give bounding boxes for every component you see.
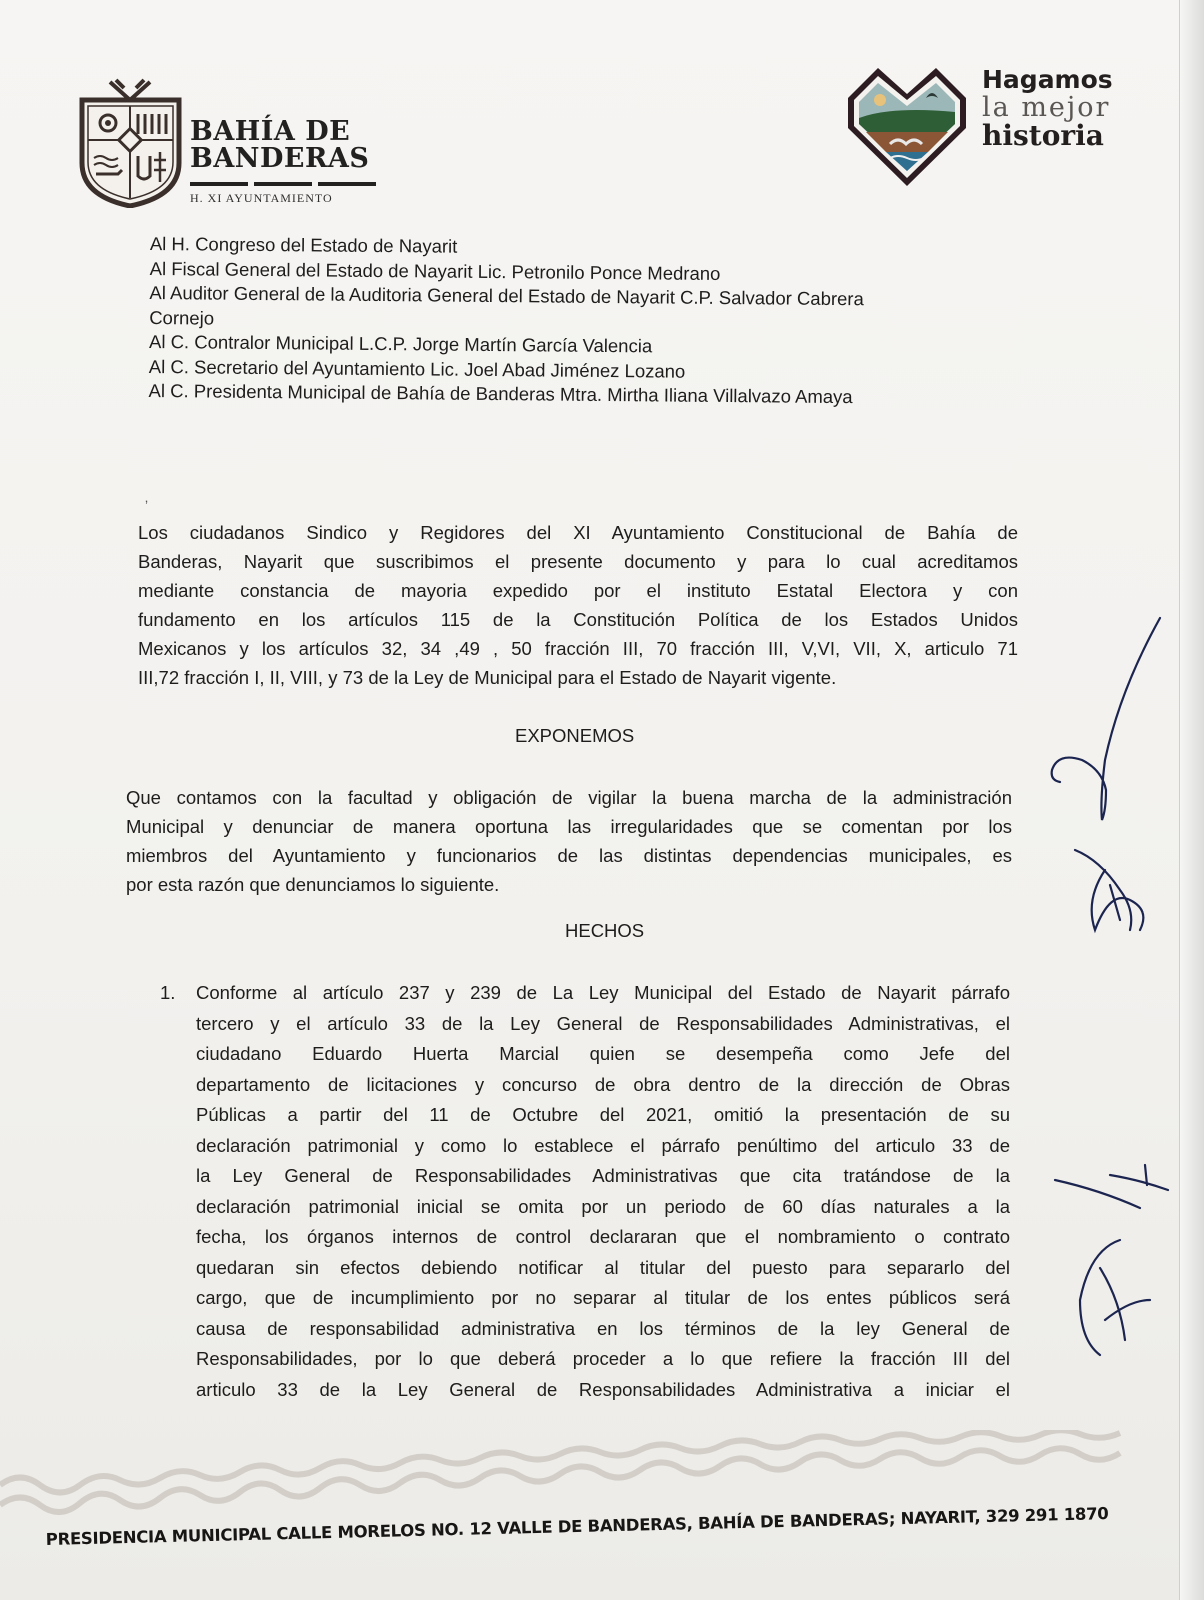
paragraph-line: Los ciudadanos Sindico y Regidores del XI Ayuntamiento Constitucional de Bahía de: [138, 522, 1018, 543]
signature-3: [1055, 1165, 1168, 1208]
addressee-line: Al C. Contralor Municipal L.C.P. Jorge Martín García Valencia: [148, 330, 653, 357]
paragraph-line: Que contamos con la facultad y obligación de vigilar la buena marcha de la administración: [126, 787, 1012, 808]
addressee-line: Al Auditor General de la Auditoria General del Estado de Nayarit C.P. Salvador Cabrera: [149, 281, 864, 310]
item-line: Responsabilidades, por lo que deberá proceder a lo que refiere la fracción III del: [196, 1348, 1010, 1369]
addressee-line: Al Fiscal General del Estado de Nayarit Lic. Petronilo Ponce Medrano: [149, 257, 721, 284]
signature-area: [1010, 600, 1190, 1420]
signature-2: [1075, 850, 1143, 930]
slogan-line3: historia: [982, 119, 1104, 152]
footer-address: PRESIDENCIA MUNICIPAL CALLE MORELOS NO. 12 VALLE DE BANDERAS, BAHÍA DE BANDERAS; NAYARIT, 329 291 1870: [45, 1504, 1109, 1549]
slogan-line1: Hagamos: [982, 65, 1113, 94]
paragraph-line: Mexicanos y los artículos 32, 34 ,49 , 50 fracción III, 70 fracción III, V,VI, VII, X, articulo 71: [138, 638, 1018, 659]
item-line: ciudadano Eduardo Huerta Marcial quien se desempeña como Jefe del: [196, 1043, 1010, 1064]
logo-divider: [190, 182, 378, 186]
item-line: fecha, los órganos internos de control declararan que el nombramiento o contrato: [196, 1226, 1010, 1247]
item-line: Públicas a partir del 11 de Octubre del 2021, omitió la presentación de su: [196, 1104, 1010, 1125]
municipality-logo: [78, 78, 378, 213]
municipality-name-line2: BANDERAS: [190, 143, 370, 174]
campaign-logo: [842, 58, 1142, 193]
signature-1: [1052, 618, 1160, 820]
addressee-line: Al C. Secretario del Ayuntamiento Lic. Joel Abad Jiménez Lozano: [148, 355, 686, 382]
item-line: departamento de licitaciones y concurso de obra dentro de la dirección de Obras: [196, 1073, 1010, 1095]
addressee-list: [149, 232, 1020, 411]
paragraph-line: miembros del Ayuntamiento y funcionarios de las distintas dependencias municipales, es: [126, 845, 1012, 866]
item-line: quedaran sin efectos debiendo notificar al titular del puesto para separarlo del: [196, 1256, 1010, 1278]
addressee-line: Cornejo: [149, 306, 215, 329]
item-line: declaración patrimonial y como lo establece el párrafo penúltimo del articulo 33 de: [196, 1134, 1010, 1156]
municipality-name: [190, 118, 369, 172]
section-heading-exponemos: EXPONEMOS: [515, 725, 635, 746]
paragraph-line: Municipal y denunciar de manera oportuna las irregularidades que se comentan por los: [126, 816, 1012, 837]
item-line: la Ley General de Responsabilidades Administrativas que cita tratándose de la: [196, 1165, 1010, 1186]
intro-paragraph: [138, 518, 1018, 692]
signature-4: [1080, 1240, 1150, 1355]
item-number: 1.: [160, 982, 176, 1003]
municipality-name-line1: BAHÍA DE: [190, 116, 351, 147]
item-line: articulo 33 de la Ley General de Responsabilidades Administrativa a iniciar el: [196, 1378, 1010, 1400]
item-line: tercero y el artículo 33 de la Ley General de Responsabilidades Administrativas, el: [196, 1012, 1010, 1034]
slogan-line2: la mejor: [982, 92, 1111, 123]
item-text: [196, 978, 1010, 1405]
item-line: causa de responsabilidad administrativa en los términos de la ley General de: [196, 1317, 1010, 1339]
stray-mark: ʼ: [145, 498, 149, 514]
paragraph-line: mediante constancia de mayoria expedido por el instituto Estatal Electora y con: [138, 580, 1018, 601]
council-subtitle: H. XI AYUNTAMIENTO: [190, 191, 333, 205]
item-line: Conforme al artículo 237 y 239 de La Ley Municipal del Estado de Nayarit párrafo: [196, 982, 1010, 1003]
addressee-line: Al H. Congreso del Estado de Nayarit: [149, 232, 458, 257]
heart-landscape-emblem-icon: [842, 58, 972, 188]
paragraph-line: por esta razón que denunciamos lo siguiente.: [126, 874, 500, 895]
exponemos-paragraph: [126, 783, 1012, 899]
paragraph-line: Banderas, Nayarit que suscribimos el presente documento y para lo cual acreditamos: [138, 551, 1018, 572]
hechos-item: [160, 978, 1010, 1405]
item-line: cargo, que de incumplimiento por no separar al titular de los entes públicos será: [196, 1287, 1010, 1308]
paragraph-line: III,72 fracción I, II, VIII, y 73 de la Ley de Municipal para el Estado de Nayarit vigente.: [138, 667, 837, 688]
section-heading-hechos: HECHOS: [565, 920, 645, 941]
paragraph-line: fundamento en los artículos 115 de la Constitución Política de los Estados Unidos: [138, 609, 1018, 630]
municipal-coat-of-arms-icon: [78, 78, 183, 208]
slogan: [982, 66, 1113, 150]
item-line: declaración patrimonial inicial se omita por un periodo de 60 días naturales a la: [196, 1195, 1010, 1217]
addressee-line: Al C. Presidenta Municipal de Bahía de Banderas Mtra. Mirtha Iliana Villalvazo Amaya: [148, 379, 853, 408]
